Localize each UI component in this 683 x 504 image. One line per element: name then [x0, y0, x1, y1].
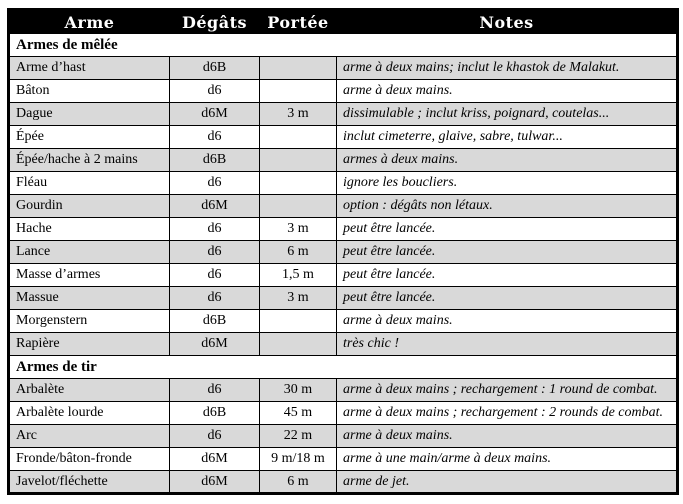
degats-cell: d6: [170, 80, 260, 103]
arme-cell: Masse d’armes: [9, 264, 170, 287]
table-row: [9, 149, 678, 172]
portee-cell: 3 m: [260, 287, 337, 310]
degats-cell: d6B: [170, 402, 260, 425]
table-header-row: [9, 10, 678, 34]
notes-cell: arme à deux mains.: [337, 425, 678, 448]
table-row: [9, 264, 678, 287]
notes-cell: inclut cimeterre, glaive, sabre, tulwar...: [337, 126, 678, 149]
degats-cell: d6M: [170, 448, 260, 471]
arme-cell: Arc: [9, 425, 170, 448]
degats-cell: d6: [170, 264, 260, 287]
table-row: [9, 402, 678, 425]
notes-cell: peut être lancée.: [337, 218, 678, 241]
degats-cell: d6M: [170, 195, 260, 218]
table-row: [9, 218, 678, 241]
notes-cell: arme à deux mains.: [337, 80, 678, 103]
notes-cell: arme à deux mains; inclut le khastok de Malakut.: [337, 57, 678, 80]
arme-cell: Arme d’hast: [9, 57, 170, 80]
table-row: [9, 126, 678, 149]
section-row: [9, 34, 678, 57]
header-arme: Arme: [9, 10, 170, 34]
notes-cell: arme de jet.: [337, 471, 678, 494]
notes-cell: arme à deux mains ; rechargement : 2 rounds de combat.: [337, 402, 678, 425]
degats-cell: d6: [170, 126, 260, 149]
notes-cell: arme à une main/arme à deux mains.: [337, 448, 678, 471]
degats-cell: d6: [170, 379, 260, 402]
degats-cell: d6B: [170, 57, 260, 80]
arme-cell: Javelot/fléchette: [9, 471, 170, 494]
notes-cell: peut être lancée.: [337, 287, 678, 310]
table-row: [9, 471, 678, 494]
portee-cell: [260, 57, 337, 80]
notes-cell: peut être lancée.: [337, 264, 678, 287]
notes-cell: armes à deux mains.: [337, 149, 678, 172]
arme-cell: Massue: [9, 287, 170, 310]
portee-cell: 22 m: [260, 425, 337, 448]
table-row: [9, 241, 678, 264]
portee-cell: [260, 195, 337, 218]
section-label: Armes de tir: [9, 356, 678, 379]
portee-cell: 9 m/18 m: [260, 448, 337, 471]
degats-cell: d6M: [170, 103, 260, 126]
weapons-table: [7, 8, 679, 495]
arme-cell: Morgenstern: [9, 310, 170, 333]
arme-cell: Gourdin: [9, 195, 170, 218]
portee-cell: [260, 172, 337, 195]
notes-cell: dissimulable ; inclut kriss, poignard, coutelas...: [337, 103, 678, 126]
arme-cell: Dague: [9, 103, 170, 126]
table-row: [9, 103, 678, 126]
notes-cell: très chic !: [337, 333, 678, 356]
portee-cell: [260, 126, 337, 149]
portee-cell: 1,5 m: [260, 264, 337, 287]
table-row: [9, 379, 678, 402]
degats-cell: d6M: [170, 333, 260, 356]
header-portee: Portée: [260, 10, 337, 34]
arme-cell: Fléau: [9, 172, 170, 195]
arme-cell: Hache: [9, 218, 170, 241]
portee-cell: [260, 80, 337, 103]
portee-cell: [260, 333, 337, 356]
degats-cell: d6B: [170, 149, 260, 172]
arme-cell: Lance: [9, 241, 170, 264]
section-row: [9, 356, 678, 379]
portee-cell: 30 m: [260, 379, 337, 402]
section-label: Armes de mêlée: [9, 34, 678, 57]
notes-cell: arme à deux mains ; rechargement : 1 round de combat.: [337, 379, 678, 402]
table-row: [9, 172, 678, 195]
header-notes: Notes: [337, 10, 678, 34]
table-row: [9, 287, 678, 310]
portee-cell: 45 m: [260, 402, 337, 425]
notes-cell: ignore les boucliers.: [337, 172, 678, 195]
arme-cell: Arbalète: [9, 379, 170, 402]
notes-cell: arme à deux mains.: [337, 310, 678, 333]
degats-cell: d6: [170, 241, 260, 264]
degats-cell: d6: [170, 287, 260, 310]
portee-cell: 3 m: [260, 218, 337, 241]
notes-cell: option : dégâts non létaux.: [337, 195, 678, 218]
weapons-table-body: [9, 34, 678, 494]
table-row: [9, 333, 678, 356]
notes-cell: peut être lancée.: [337, 241, 678, 264]
portee-cell: 6 m: [260, 471, 337, 494]
arme-cell: Arbalète lourde: [9, 402, 170, 425]
portee-cell: 6 m: [260, 241, 337, 264]
arme-cell: Fronde/bâton-fronde: [9, 448, 170, 471]
degats-cell: d6B: [170, 310, 260, 333]
degats-cell: d6: [170, 425, 260, 448]
portee-cell: 3 m: [260, 103, 337, 126]
arme-cell: Rapière: [9, 333, 170, 356]
portee-cell: [260, 310, 337, 333]
table-row: [9, 80, 678, 103]
header-degats: Dégâts: [170, 10, 260, 34]
arme-cell: Épée/hache à 2 mains: [9, 149, 170, 172]
degats-cell: d6M: [170, 471, 260, 494]
table-row: [9, 448, 678, 471]
table-row: [9, 310, 678, 333]
table-row: [9, 195, 678, 218]
portee-cell: [260, 149, 337, 172]
arme-cell: Bâton: [9, 80, 170, 103]
table-row: [9, 425, 678, 448]
table-row: [9, 57, 678, 80]
degats-cell: d6: [170, 172, 260, 195]
degats-cell: d6: [170, 218, 260, 241]
arme-cell: Épée: [9, 126, 170, 149]
